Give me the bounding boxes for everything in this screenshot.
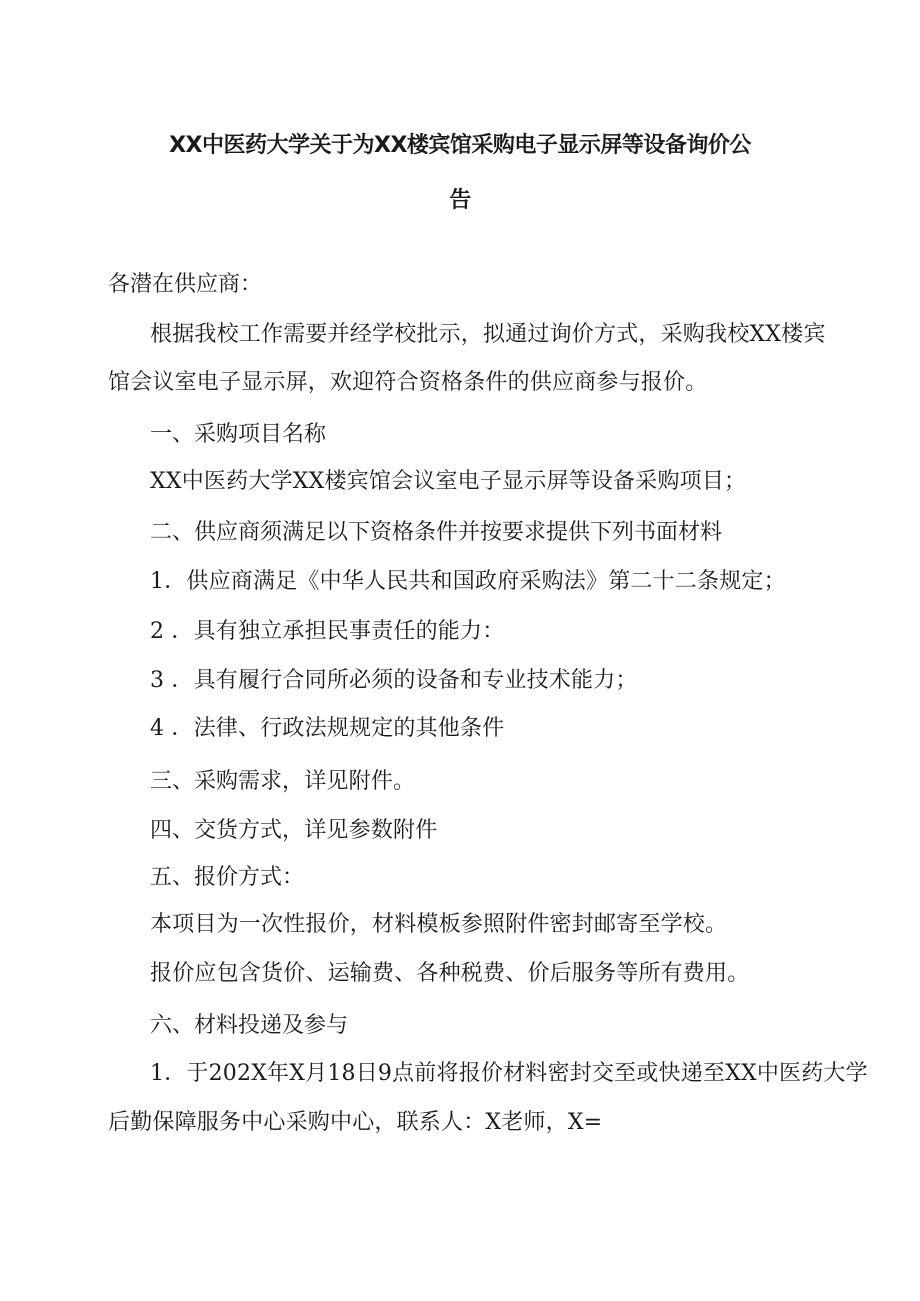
section-4-heading: 四、交货方式 [150,818,283,843]
section-2-item-4: 4 ．法律、行政法规规定的其他条件 [150,716,505,741]
section-4-tail: ，详见参数附件 [282,818,438,843]
section-2-item-1: 1．供应商满足《中华人民共和国政府采购法》第二十二条规定； [150,569,786,594]
section-5-line-1: 本项目为一次性报价，材料模板参照附件密封邮寄至学校。 [150,912,728,937]
section-1-heading: 一、采购项目名称 [150,422,327,447]
section-2-item-2: 2 ．具有独立承担民事责任的能力： [150,619,505,644]
section-3-heading: 三、采购需求 [150,769,283,794]
section-6-item-1-line-1: 1．于202X年X月18日9点前将报价材料密封交至或快递至XX中医药大学 [150,1061,868,1086]
section-3-tail: ，详见附件。 [282,769,416,794]
greeting: 各潜在供应商： [108,272,263,297]
document-title-line-2: 告 [449,188,471,213]
section-6-item-1-line-2: 后勤保障服务中心采购中心，联系人：X老师，X= [108,1110,603,1135]
section-1-body: XX中医药大学XX楼宾馆会议室电子显示屏等设备采购项目； [150,469,747,494]
intro-paragraph-line-1: 根据我校工作需要并经学校批示，拟通过询价方式，采购我校XX楼宾 [150,322,826,347]
document-title-line-1: XX中医药大学关于为XX楼宾馆采购电子显示屏等设备询价公 [169,133,751,158]
section-2-heading: 二、供应商须满足以下资格条件并按要求提供下列书面材料 [150,520,723,545]
section-5-line-2: 报价应包含货价、运输费、各种税费、价后服务等所有费用。 [150,961,750,986]
section-4-line [150,815,437,846]
section-2-item-3: 3 ．具有履行合同所必须的设备和专业技术能力； [150,668,638,693]
intro-paragraph-line-2: 馆会议室电子显示屏，欢迎符合资格条件的供应商参与报价。 [108,370,708,395]
section-6-heading: 六、材料投递及参与 [150,1013,349,1038]
section-5-heading: 五、报价方式： [150,865,305,890]
section-3-line [150,766,415,797]
